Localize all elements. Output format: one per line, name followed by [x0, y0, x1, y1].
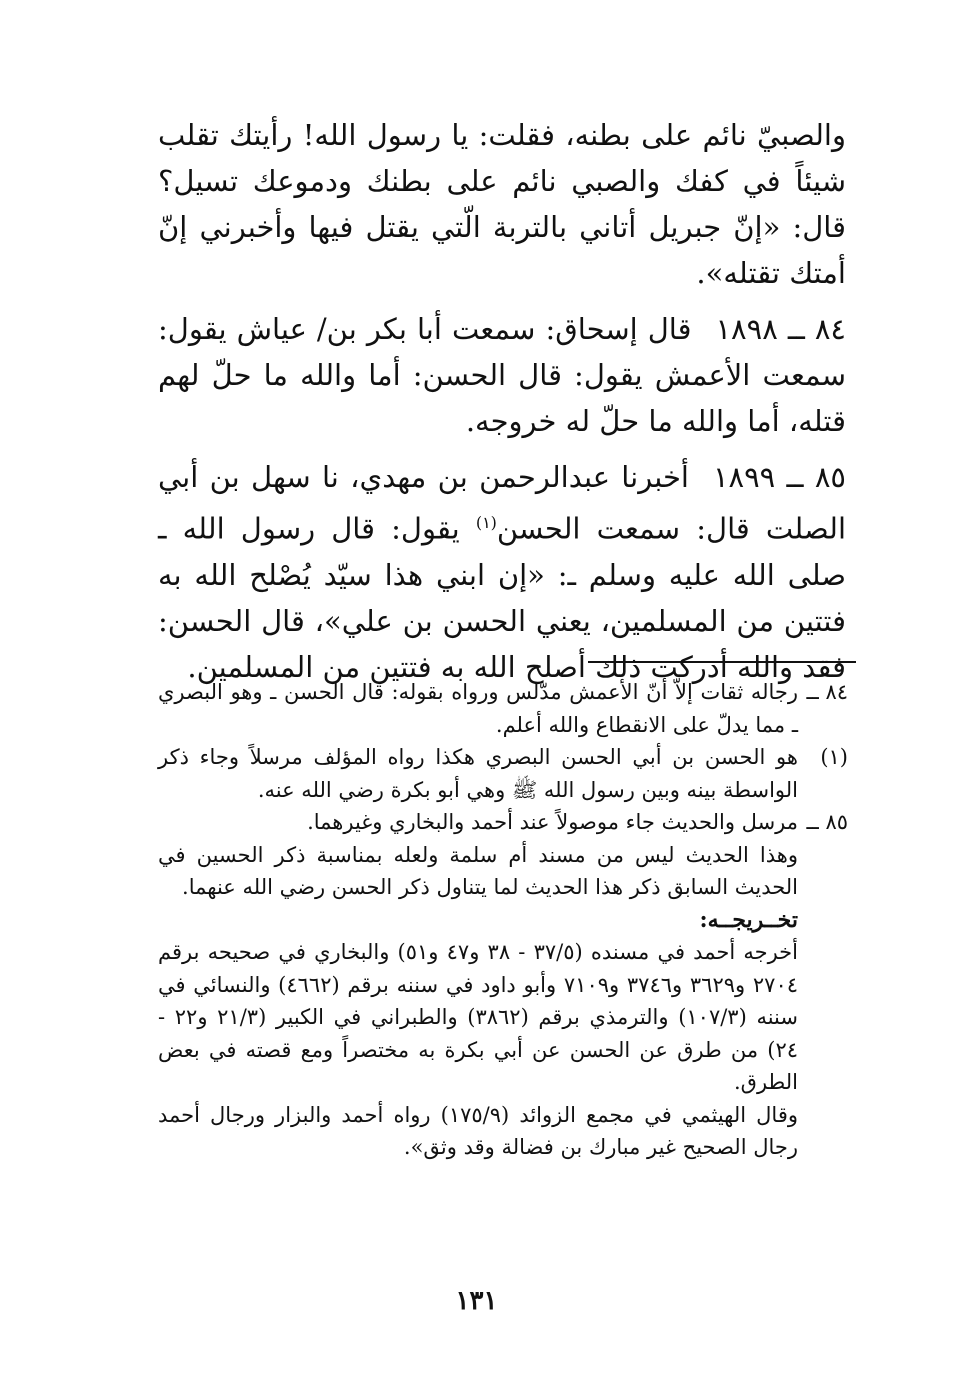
haythami-text: وقال الهيثمي في مجمع الزوائد (١٧٥/٩) رواه أحمد والبزار ورجال أحمد رجال الصحيح غير مبارك بن فضالة وقد وثق». [158, 1102, 799, 1159]
footnote-85 [158, 806, 848, 839]
page-number: ١٣١ [455, 1286, 498, 1316]
footnote-84 [158, 676, 848, 741]
footnote-text: هو الحسن بن أبي الحسن البصري هكذا رواه المؤلف مرسلاً وجاء ذكر الواسطة بينه وبين رسول الله ﷺ وهي أبو بكرة رضي الله عنه. [158, 745, 798, 802]
main-text [158, 112, 846, 700]
footnote-text: مرسل والحديث جاء موصولاً عند أحمد والبخاري وغيرهما. [307, 810, 798, 834]
paragraph-continuation: والصبيّ نائم على بطنه، فقلت: يا رسول الله! رأيتك تقلب شيئاً في كفك والصبي نائم على بطنك ودموعك تسيل؟ قال: «إنّ جبريل أتاني بالتربة الّتي يقتل فيها وأخبرني إنّ أمتك تقتله». [158, 118, 846, 290]
footnote-marker: (١) [820, 745, 848, 769]
footnote-85-continued [158, 839, 848, 1164]
hadith-number: ٨٤ ــ ١٨٩٨ [715, 312, 846, 346]
footnote-marker: ٨٤ ــ [806, 680, 848, 704]
hadith-text: قال إسحاق: سمعت أبا بكر بن/ عياش يقول: سمعت الأعمش يقول: قال الحسن: أما والله ما حلّ لهم قتله، أما والله ما حلّ له خروجه. [158, 312, 846, 438]
hadith-1898 [158, 306, 846, 444]
footnote-divider [588, 661, 856, 663]
hadith-text: أخبرنا عبدالرحمن بن مهدي، نا سهل بن أبي الصلت قال: سمعت الحسن [158, 460, 846, 546]
footnote-marker: ٨٥ ــ [806, 810, 848, 834]
hadith-text-continued: يقول: قال رسول الله ـ صلى الله عليه وسلم ـ: «إن ابني هذا سيّد يُصْلح الله به فتتين من المسلمين، يعني الحسن بن علي»، قال الحسن: فقد والله أدركت ذلك أصلح الله به فتتين من المسلمين. [158, 511, 846, 684]
hadith-1899 [158, 454, 846, 690]
footnote-reference: (١) [475, 513, 497, 532]
footnote-1 [158, 741, 848, 806]
takhrij-text: أخرجه أحمد في مسنده (٣٧/٥ - ٣٨ و٤٧ و٥١) والبخاري في صحيحه برقم ٢٧٠٤ و٣٦٢٩ و٣٧٤٦ و٧١٠٩ وأبو داود في سننه برقم (٤٦٦٢) والنسائي في سننه (١٠٧/٣) والترمذي برقم (٣٨٦٢) والطبراني في الكبير (٢١/٣ و٢٢ - ٢٤) من طرق عن الحسن عن أبي بكرة به مختصراً ومع قصته في بعض الطرق. [158, 940, 799, 1094]
hadith-number: ٨٥ ــ ١٨٩٩ [712, 460, 846, 494]
footnote-text: وهذا الحديث ليس من مسند أم سلمة ولعله بمناسبة ذكر الحسين في الحديث السابق ذكر هذا الحديث لما يتناول ذكر الحسن رضي الله عنهما. [158, 842, 798, 899]
footnotes [158, 676, 848, 1164]
takhrij-heading: تخــريجــه: [699, 906, 798, 933]
footnote-text: رجاله ثقات إلاّ أنّ الأعمش مدّلس ورواه بقوله: قال الحسن ـ وهو البصري ـ مما يدلّ على الانقطاع والله أعلم. [158, 680, 798, 737]
